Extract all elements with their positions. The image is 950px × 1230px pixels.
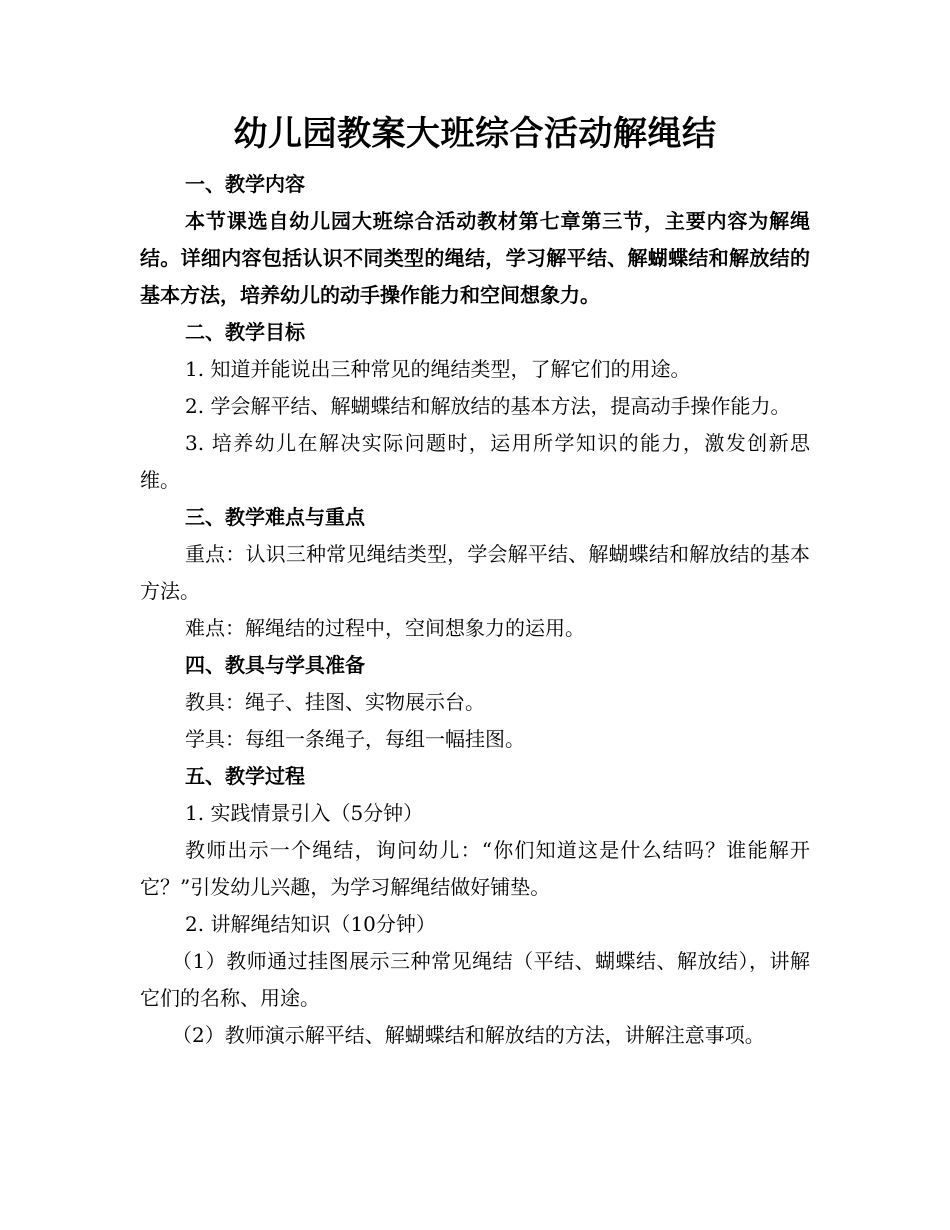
section-heading-goals: 二、教学目标 (185, 320, 305, 344)
goal-item-3: 3. 培养幼儿在解决实际问题时，运用所学知识的能力，激发创新思维。 (140, 431, 810, 492)
process-step-2-sub-2: （2）教师演示解平结、解蝴蝶结和解放结的方法，讲解注意事项。 (172, 1023, 765, 1047)
section-heading-process: 五、教学过程 (185, 764, 305, 788)
student-materials: 学具：每组一条绳子，每组一幅挂图。 (185, 727, 525, 751)
process-step-2: 2. 讲解绳结知识（10分钟） (185, 912, 436, 936)
key-point: 重点：认识三种常见绳结类型，学会解平结、解蝴蝶结和解放结的基本方法。 (140, 542, 810, 603)
goal-item-2: 2. 学会解平结、解蝴蝶结和解放结的基本方法，提高动手操作能力。 (185, 394, 791, 418)
section-heading-content: 一、教学内容 (185, 172, 305, 196)
goal-item-1: 1. 知道并能说出三种常见的绳结类型，了解它们的用途。 (185, 357, 691, 381)
process-step-1: 1. 实践情景引入（5分钟） (185, 801, 424, 825)
document-title: 幼儿园教案大班综合活动解绳结 (233, 114, 717, 154)
process-step-1-body: 教师出示一个绳结，询问幼儿：“你们知道这是什么结吗？谁能解开它？”引发幼儿兴趣，为学习解绳结做好铺垫。 (140, 838, 810, 899)
difficult-point: 难点：解绳结的过程中，空间想象力的运用。 (185, 616, 585, 640)
section-heading-materials: 四、教具与学具准备 (185, 653, 365, 677)
process-step-2-sub-1: （1）教师通过挂图展示三种常见绳结（平结、蝴蝶结、解放结），讲解它们的名称、用途。 (140, 949, 810, 1010)
section-heading-key-points: 三、教学难点与重点 (185, 505, 365, 529)
teacher-materials: 教具：绳子、挂图、实物展示台。 (185, 690, 485, 714)
content-paragraph: 本节课选自幼儿园大班综合活动教材第七章第三节，主要内容为解绳结。详细内容包括认识不同类型的绳结，学习解平结、解蝴蝶结和解放结的基本方法，培养幼儿的动手操作能力和空间想象力。 (140, 209, 810, 307)
document-body (140, 166, 810, 1054)
